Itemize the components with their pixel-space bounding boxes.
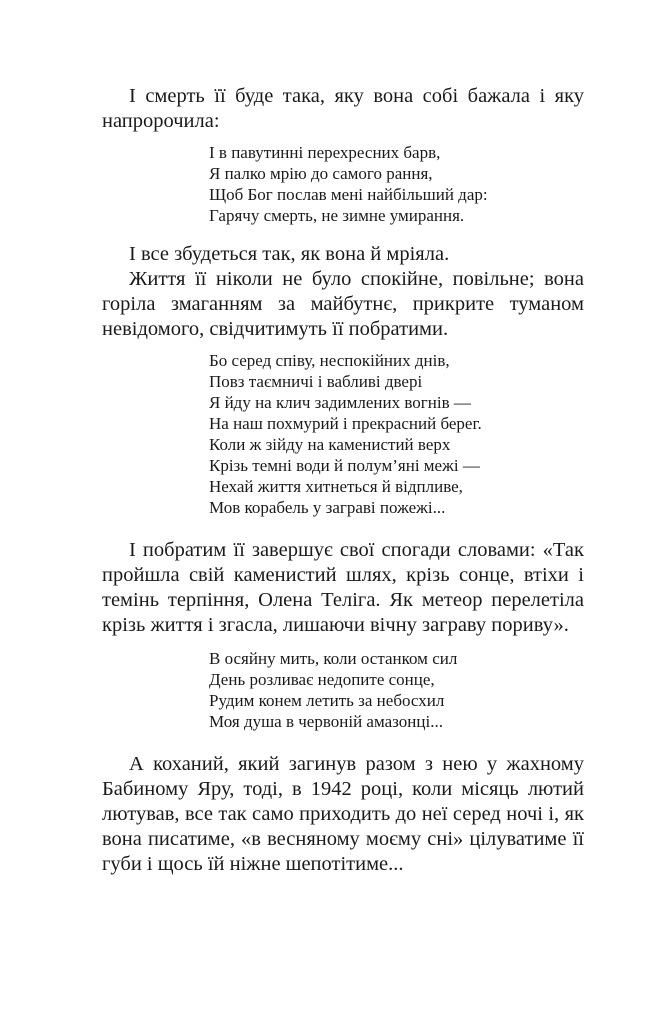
paragraph-3: Життя її ніколи не було спокійне, повільне; вона горіла змаганням за майбутнє, прикрите туманом невідомого, свідчитимуть її побратими. <box>102 268 584 340</box>
verse-line: Мов корабель у загравi пожежі... <box>209 498 446 517</box>
verse-3 <box>209 648 584 732</box>
verse-line: Я палко мрію до самого рання, <box>209 164 433 183</box>
verse-line: Гарячу смерть, не зимне умирання. <box>209 206 465 225</box>
verse-line: Бо серед співу, неспокійних днів, <box>209 351 450 370</box>
verse-line: Я йду на клич задимлених вогнів — <box>209 393 471 412</box>
verse-line: Коли ж зійду на каменистий верх <box>209 435 451 454</box>
paragraph-5: А коханий, який загинув разом з нею у жахному Бабиному Яру, тоді, в 1942 році, коли місяць лютий лютував, все так само приходить до неї серед ночі і, як вона писатиме, «в весняному моєму сні» цілуватиме її губи і щось їй ніжне шепотітиме... <box>102 753 584 875</box>
verse-line: Моя душа в червоній амазонці... <box>209 712 443 731</box>
verse-1 <box>209 142 584 226</box>
page-text <box>102 84 584 877</box>
paragraph-1: І смерть її буде така, яку вона собі бажала і яку напророчила: <box>102 85 584 132</box>
paragraph-4: І побратим її завершує свої спогади словами: «Так пройшла свій каменистий шлях, крізь сонце, втіхи і темінь терпіння, Олена Теліга. Як метеор перелетіла крізь життя і згасла, лишаючи вічну заграву пориву». <box>102 539 584 636</box>
verse-line: І в павутинні перехресних барв, <box>209 143 441 162</box>
verse-line: На наш похмурий і прекрасний берег. <box>209 414 482 433</box>
verse-line: Нехай життя хитнеться й відпливе, <box>209 477 463 496</box>
verse-2 <box>209 350 584 518</box>
verse-line: День розливає недопите сонце, <box>209 670 435 689</box>
verse-line: В осяйну мить, коли останком сил <box>209 649 458 668</box>
verse-line: Крізь темні води й полум’яні межі — <box>209 456 480 475</box>
verse-line: Щоб Бог послав мені найбільший дар: <box>209 185 488 204</box>
paragraph-2: І все збудеться так, як вона й мріяла. <box>129 243 450 265</box>
verse-line: Рудим конем летить за небосхил <box>209 691 445 710</box>
verse-line: Повз таємничі і вабливі двері <box>209 372 423 391</box>
